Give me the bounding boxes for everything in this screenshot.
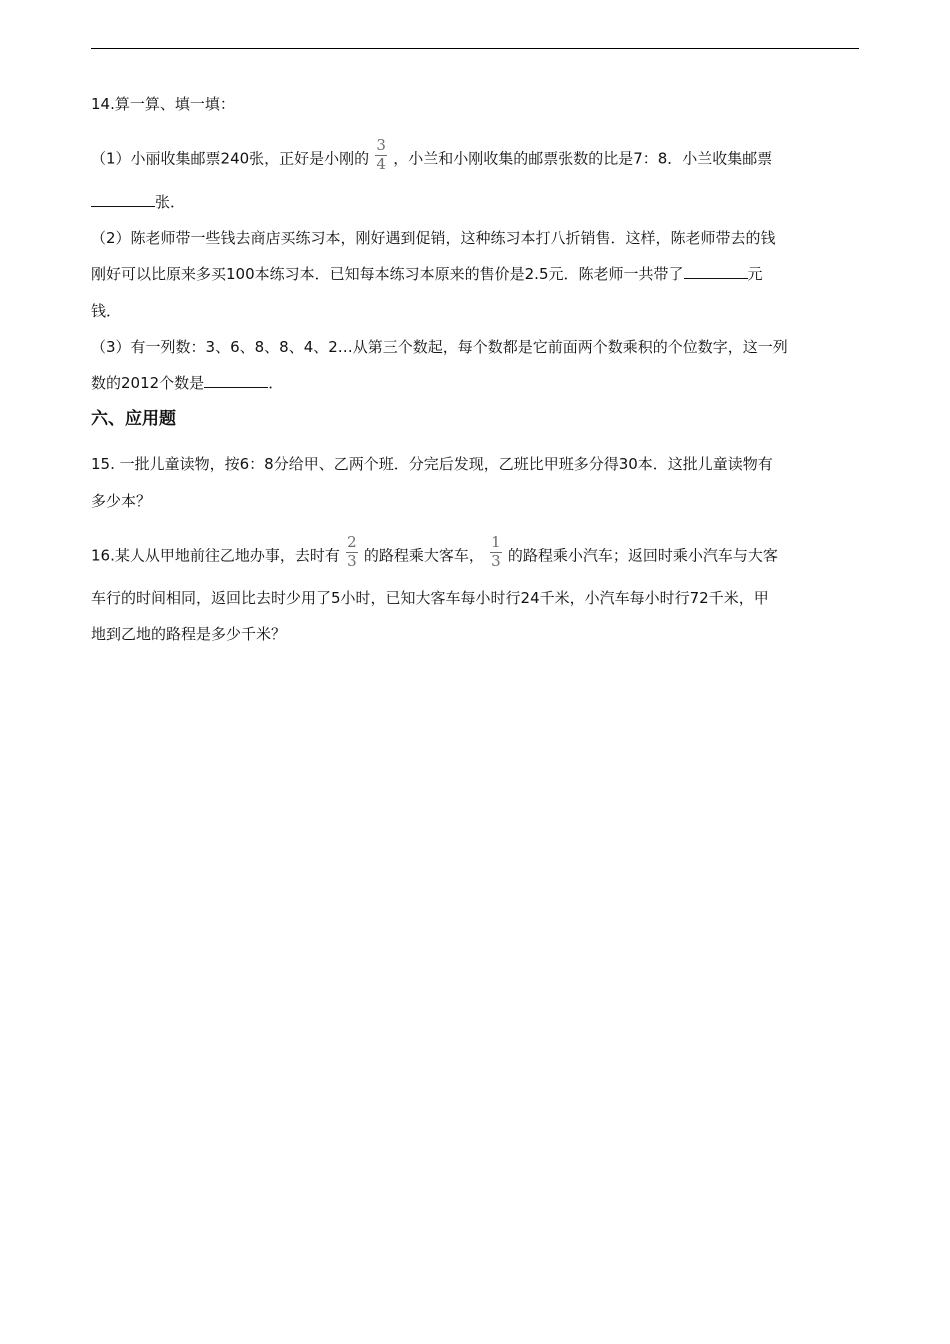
q16-prefix: 16.某人从甲地前往乙地办事，去时有 — [91, 546, 340, 565]
q16-line1 — [91, 533, 778, 573]
q16-suffix: 的路程乘小汽车；返回时乘小汽车与大客 — [507, 546, 778, 565]
q14-part3-line1: （3）有一列数：3、6、8、8、4、2…从第三个数起，每个数都是它前面两个数乘积的个位数字，这一列 — [91, 338, 788, 356]
fraction-two-thirds — [346, 535, 358, 569]
q14-part2-line1: （2）陈老师带一些钱去商店买练习本，刚好遇到促销，这种练习本打八折销售．这样，陈老师带去的钱 — [91, 229, 776, 247]
q14-part1-suffix: ，小兰和小刚收集的邮票张数的比是7：8．小兰收集邮票 — [393, 149, 773, 168]
fraction-one-third — [490, 535, 502, 569]
section-title-application: 六、应用题 — [91, 409, 176, 429]
answer-blank-sequence[interactable] — [204, 373, 268, 388]
fraction-denominator: 3 — [347, 552, 357, 570]
q15-line2: 多少本？ — [91, 492, 152, 510]
q16-middle: 的路程乘大客车， — [363, 546, 484, 565]
header-rule — [91, 48, 859, 49]
q14-part2-unit: 元 — [747, 265, 763, 283]
q14-part3-text: 数的2012个数是 — [91, 374, 205, 392]
q14-part2-text: 刚好可以比原来多买100本练习本．已知每本练习本原来的售价是2.5元．陈老师一共带了 — [91, 265, 684, 283]
q14-part3-end: ． — [268, 374, 284, 392]
answer-blank-stamps[interactable] — [91, 192, 155, 207]
q14-part2-line3: 钱． — [91, 302, 122, 320]
q14-part1-unit: 张． — [155, 193, 186, 211]
q15-line1: 15. 一批儿童读物，按6：8分给甲、乙两个班．分完后发现，乙班比甲班多分得30本．这批儿童读物有 — [91, 455, 773, 473]
q14-title: 14.算一算、填一填： — [91, 95, 235, 113]
q16-line3: 地到乙地的路程是多少千米？ — [91, 625, 287, 643]
q14-part1-line1 — [91, 136, 773, 176]
fraction-numerator: 1 — [491, 533, 501, 551]
fraction-numerator: 2 — [347, 533, 357, 551]
q16-line2: 车行的时间相同，返回比去时少用了5小时，已知大客车每小时行24千米，小汽车每小时行72千米，甲 — [91, 589, 769, 607]
q14-part1-prefix: （1）小丽收集邮票240张，正好是小刚的 — [91, 149, 370, 168]
fraction-denominator: 4 — [376, 155, 386, 173]
q14-part2-line2 — [91, 264, 763, 284]
answer-blank-money[interactable] — [684, 264, 748, 279]
fraction-denominator: 3 — [491, 552, 501, 570]
fraction-three-quarters — [375, 138, 387, 172]
fraction-numerator: 3 — [376, 136, 386, 154]
q14-part1-line2 — [91, 192, 185, 212]
q14-part3-line2 — [91, 373, 283, 393]
